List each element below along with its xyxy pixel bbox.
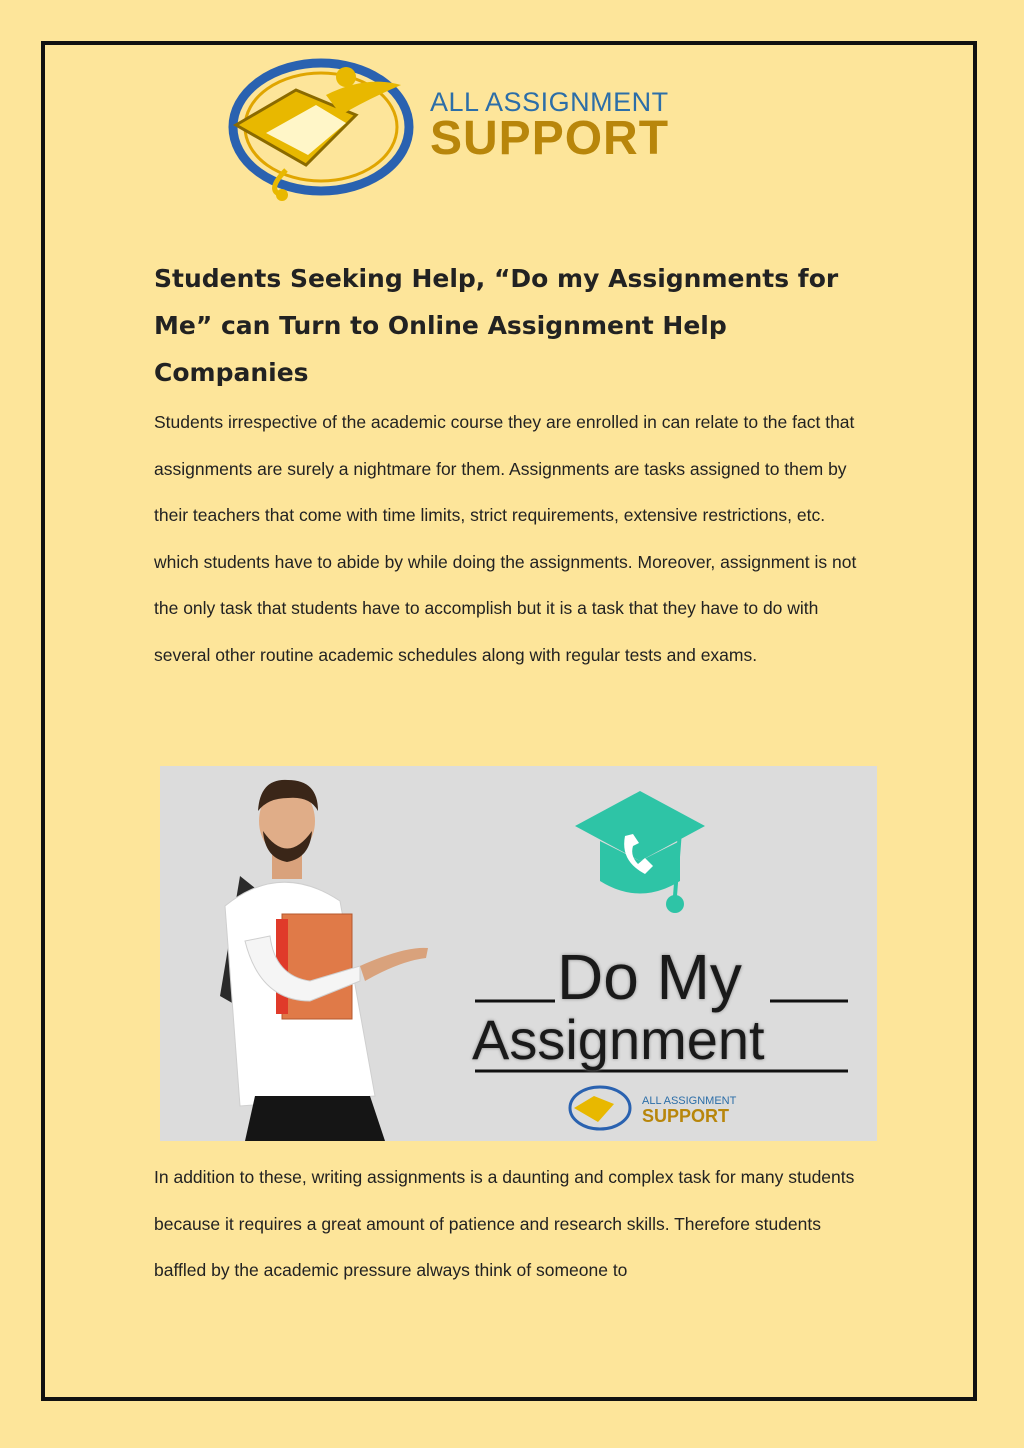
article-paragraph-2: In addition to these, writing assignments is a daunting and complex task for many students because it requires a great amount of patience and research skills. Therefore students baffled by the academic pressure always think of someone to — [154, 1167, 855, 1280]
brand-logo-text — [430, 87, 670, 165]
article-paragraph-1: Students irrespective of the academic course they are enrolled in can relate to the fact that assignments are surely a nightmare for them. Assignments are tasks assigned to them by their teachers that come with time limits, strict requirements, extensive restrictions, etc. which students have to abide by while doing the assignments. Moreover, assignment is not the only task that students have to accomplish but it is a task that they have to do with several other routine academic schedules along with regular tests and exams. — [154, 412, 857, 665]
hero-headline-line-1: Do My — [557, 941, 742, 1013]
article-title: Students Seeking Help, “Do my Assignments for Me” can Turn to Online Assignment Help Companies — [154, 264, 839, 387]
hero-headline-line-2: Assignment — [472, 1008, 765, 1071]
hero-logo-line-1: ALL ASSIGNMENT — [642, 1095, 737, 1107]
hero-headline — [472, 941, 765, 1071]
logo-line-1: ALL ASSIGNMENT — [430, 87, 669, 117]
logo-line-2: SUPPORT — [430, 112, 670, 165]
hero-logo-text — [642, 1096, 736, 1125]
hero-logo-line-2: SUPPORT — [642, 1106, 730, 1126]
